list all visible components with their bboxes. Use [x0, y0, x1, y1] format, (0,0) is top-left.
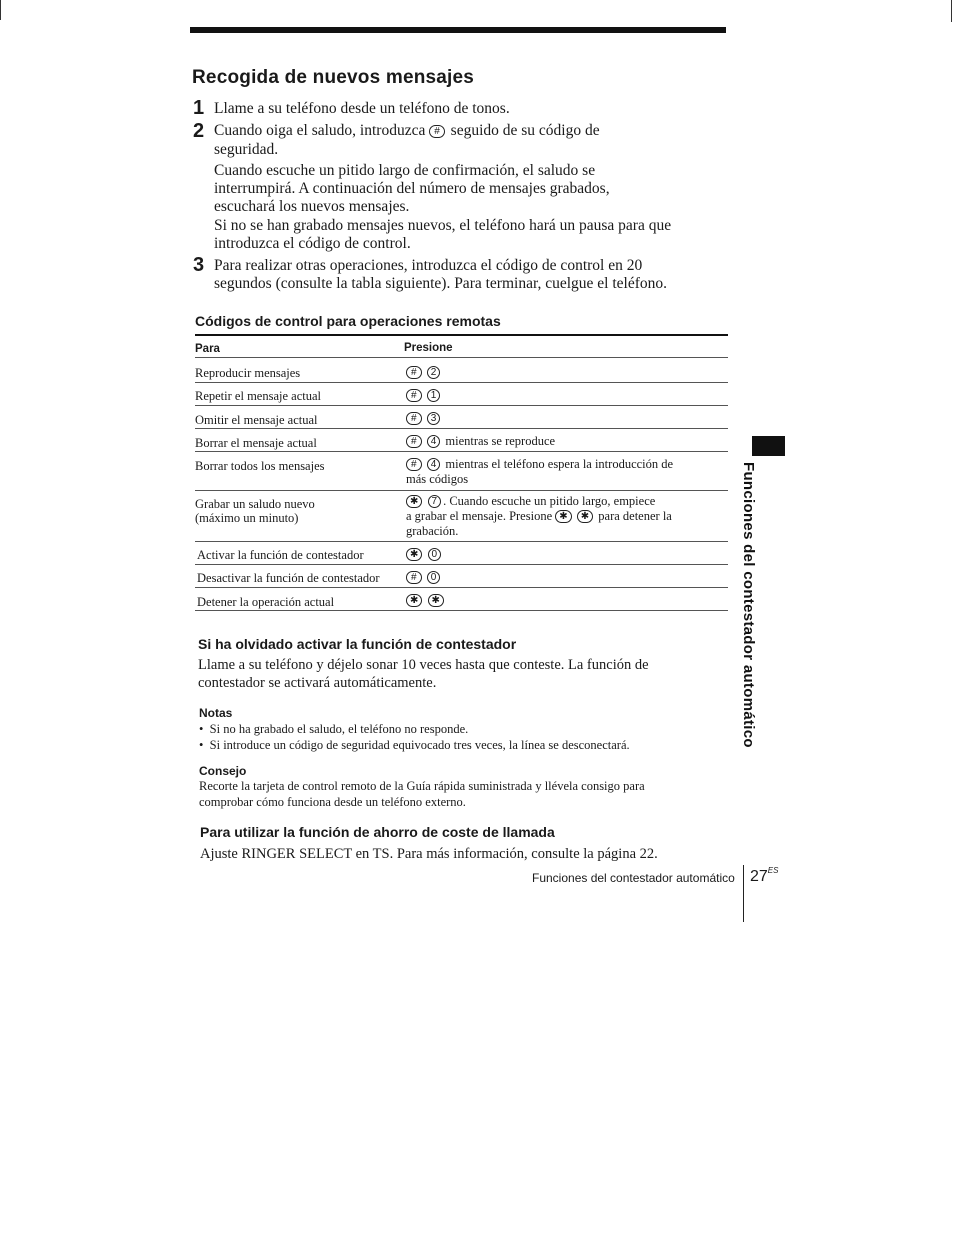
table-row-keys: [406, 434, 555, 449]
page-heading: Recogida de nuevos mensajes: [192, 67, 475, 88]
step-2-text-c: seguridad.: [214, 141, 279, 158]
note-text: Si introduce un código de seguridad equivocado tres veces, la línea se desconectará.: [209, 738, 630, 752]
table-row-para: Activar la función de contestador: [197, 548, 364, 562]
table-top-rule: [195, 334, 728, 336]
page-number-lang: ES: [767, 866, 779, 875]
table-divider: [195, 564, 728, 565]
footer-divider: [743, 865, 744, 922]
paragraph-line: escuchará los nuevos mensajes.: [214, 198, 410, 215]
hash-key-icon: #: [406, 412, 422, 425]
step-2-number: 2: [193, 120, 205, 142]
top-rule: [190, 27, 726, 33]
table-row-text: a grabar el mensaje. Presione: [406, 509, 553, 523]
step-3-number: 3: [193, 254, 205, 276]
table-divider: [195, 490, 728, 491]
paragraph-line: interrumpirá. A continuación del número de mensajes grabados,: [214, 180, 610, 197]
table-row-para-note: (máximo un minuto): [195, 511, 299, 525]
hash-key-icon: #: [429, 125, 445, 138]
table-row-text: mientras se reproduce: [445, 434, 556, 448]
tip-title: Consejo: [199, 764, 247, 778]
page-edge-mark: [0, 0, 1, 20]
step-2-text-b: seguido de su código de: [450, 122, 600, 139]
paragraph-no-messages: [214, 217, 671, 253]
table-row-keys: [406, 388, 442, 403]
forgot-line: Llame a su teléfono y déjelo sonar 10 veces hasta que conteste. La función de: [198, 657, 649, 673]
step-3-line: segundos (consulte la tabla siguiente). Para terminar, cuelgue el teléfono.: [214, 275, 668, 292]
digit-key-icon: 7: [428, 495, 442, 508]
digit-key-icon: 4: [427, 435, 441, 448]
table-row-keys: [406, 494, 655, 509]
table-divider: [195, 451, 728, 452]
digit-key-icon: 2: [427, 366, 441, 379]
tip-line: comprobar cómo funciona desde un teléfono externo.: [199, 795, 466, 809]
tip-text: [199, 778, 645, 810]
table-divider: [195, 382, 728, 383]
star-key-icon: ✱: [555, 510, 571, 523]
paragraph-line: Si no se han grabado mensajes nuevos, el teléfono hará un pausa para que: [214, 217, 672, 234]
forgot-title: Si ha olvidado activar la función de contestador: [198, 636, 517, 652]
saver-text: Ajuste RINGER SELECT en TS. Para más información, consulte la página 22.: [200, 846, 658, 862]
table-bottom-rule: [195, 610, 728, 611]
table-row-text: . Cuando escuche un pitido largo, empiece: [443, 494, 656, 508]
side-section-text: Funciones del contestador automático: [740, 462, 757, 748]
digit-key-icon: 0: [428, 548, 442, 561]
notes-list: [199, 721, 630, 753]
page-edge-mark: [951, 0, 952, 22]
table-row-keys: [406, 411, 442, 426]
step-2-text-a: Cuando oiga el saludo, introduzca: [214, 122, 426, 139]
step-2-text: [214, 122, 600, 140]
table-divider: [195, 428, 728, 429]
saver-title: Para utilizar la función de ahorro de coste de llamada: [200, 824, 555, 840]
tip-line: Recorte la tarjeta de control remoto de la Guía rápida suministrada y llévela consigo para: [199, 779, 645, 793]
step-1-text: Llame a su teléfono desde un teléfono de tonos.: [214, 100, 510, 117]
table-row-keys: [406, 547, 443, 562]
hash-key-icon: #: [406, 366, 422, 379]
paragraph-confirmation: [214, 162, 610, 216]
hash-key-icon: #: [406, 389, 422, 402]
table-row-text-line: [406, 509, 672, 524]
table-row-keys: [406, 365, 442, 380]
note-item: • Si no ha grabado el saludo, el teléfono no responde.: [199, 722, 469, 736]
column-header-presione: Presione: [404, 342, 453, 354]
table-row-para: Borrar todos los mensajes: [195, 459, 325, 473]
table-divider: [195, 405, 728, 406]
notes-title: Notas: [199, 706, 233, 720]
step-3-line: Para realizar otras operaciones, introduzca el código de control en 20: [214, 257, 643, 274]
hash-key-icon: #: [406, 458, 422, 471]
table-divider: [195, 357, 728, 358]
table-row-text: grabación.: [406, 524, 459, 538]
table-row-para: Borrar el mensaje actual: [195, 436, 317, 450]
side-section-label: [740, 462, 780, 782]
star-key-icon: ✱: [406, 594, 422, 607]
table-title: Códigos de control para operaciones remotas: [195, 313, 501, 329]
table-row-para: Omitir el mensaje actual: [195, 413, 318, 427]
star-key-icon: ✱: [406, 548, 422, 561]
hash-key-icon: #: [406, 571, 422, 584]
table-row-keys: [406, 593, 446, 608]
forgot-line: contestador se activará automáticamente.: [198, 675, 437, 691]
table-row-text: más códigos: [406, 472, 469, 486]
star-key-icon: ✱: [577, 510, 593, 523]
digit-key-icon: 1: [427, 389, 441, 402]
table-row-text: para detener la: [598, 509, 672, 523]
paragraph-line: Cuando escuche un pitido largo de confirmación, el saludo se: [214, 162, 596, 179]
table-row-text: mientras el teléfono espera la introducción de: [445, 457, 674, 471]
section-tab-marker: [752, 436, 785, 456]
page-number-value: 27: [750, 868, 768, 885]
table-divider: [195, 587, 728, 588]
digit-key-icon: 0: [427, 571, 441, 584]
table-row-para: Desactivar la función de contestador: [197, 571, 380, 585]
table-row-keys: [406, 570, 442, 585]
star-key-icon: ✱: [406, 495, 422, 508]
table-row-para: Detener la operación actual: [197, 595, 335, 609]
step-3-text: [214, 257, 667, 293]
paragraph-line: introduzca el código de control.: [214, 235, 411, 252]
column-header-para: Para: [195, 343, 220, 355]
table-row-para: Grabar un saludo nuevo: [195, 497, 315, 511]
note-text: Si no ha grabado el saludo, el teléfono no responde.: [209, 722, 469, 736]
table-row-keys: [406, 457, 673, 472]
page-number: [750, 866, 778, 886]
digit-key-icon: 3: [427, 412, 441, 425]
table-row-para: Repetir el mensaje actual: [195, 389, 321, 403]
footer-section: Funciones del contestador automático: [532, 871, 735, 885]
note-item: • Si introduce un código de seguridad equivocado tres veces, la línea se desconectará.: [199, 738, 630, 752]
forgot-text: [198, 656, 649, 692]
step-1-number: 1: [193, 97, 205, 119]
hash-key-icon: #: [406, 435, 422, 448]
digit-key-icon: 4: [427, 458, 441, 471]
star-key-icon: ✱: [428, 594, 444, 607]
table-divider: [195, 541, 728, 542]
table-row-para: Reproducir mensajes: [195, 366, 301, 380]
